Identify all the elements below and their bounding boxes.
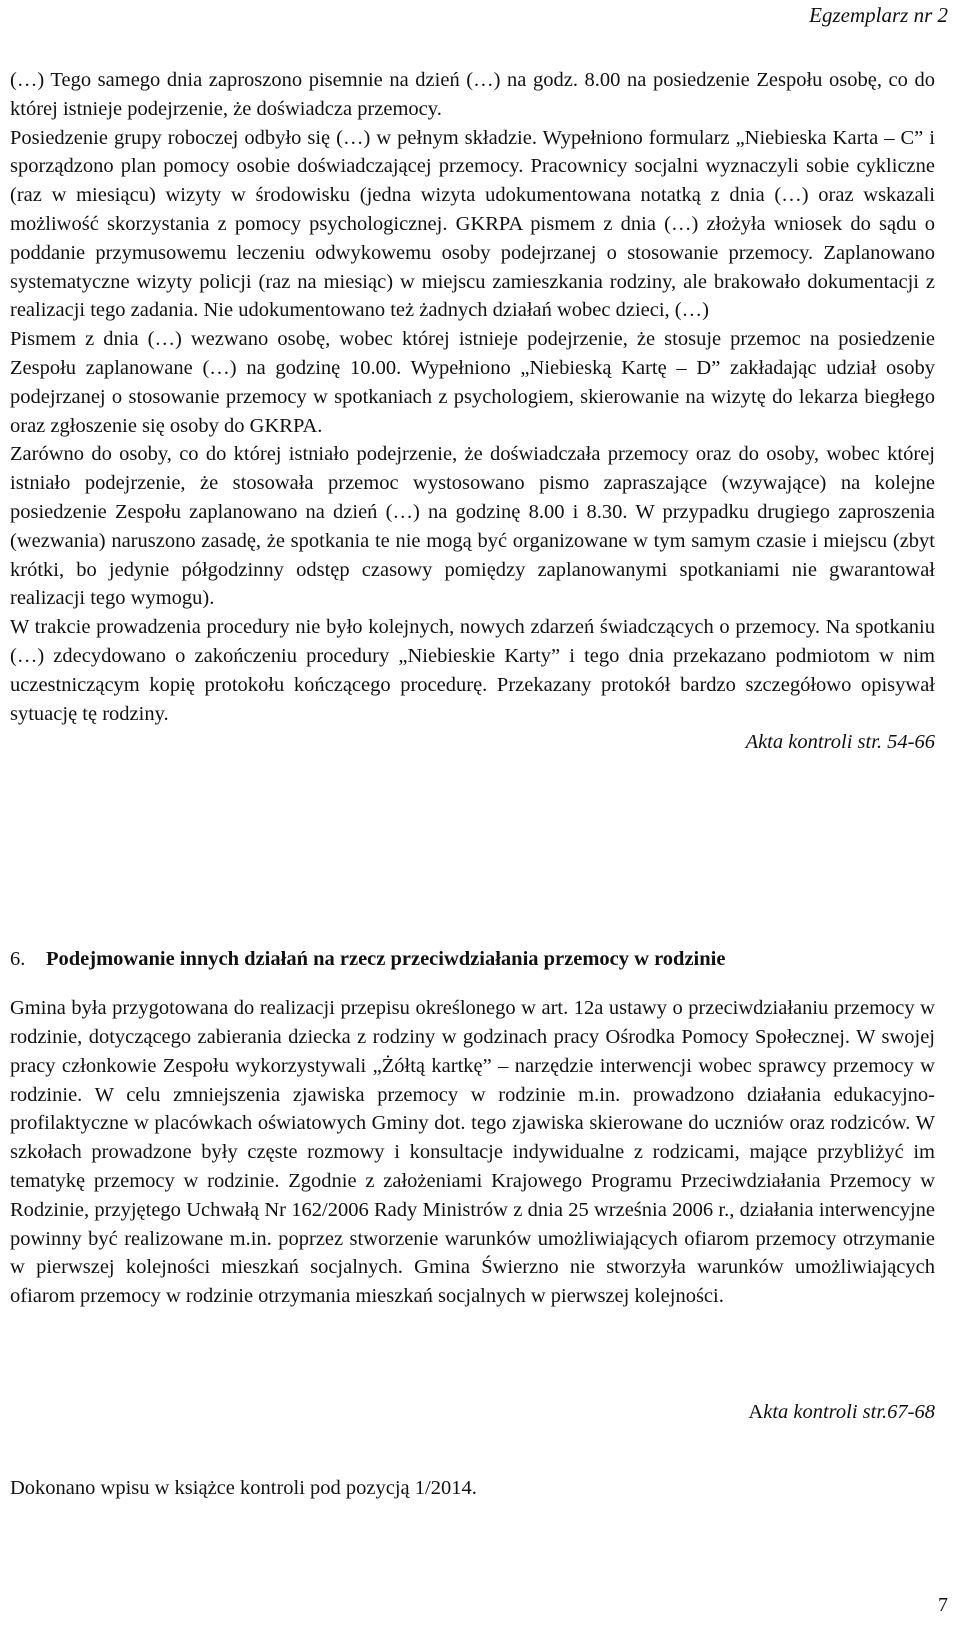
findings-block xyxy=(10,66,935,757)
paragraph-working-group: Posiedzenie grupy roboczej odbyło się (…) w pełnym składzie. Wypełniono formularz „Niebieska Karta – C” i sporządzono plan pomocy osobie doświadczającej przemocy. Pracownicy socjalni wyznaczyli sobie cykliczne (raz w miesiącu) wizyty w środowisku (jedna wizyta udokumentowana notatką z dnia (…) oraz wskazali możliwość skorzystania z pomocy psychologicznej. GKRPA pismem z dnia (…) złożyła wniosek do sądu o poddanie przymusowemu leczeniu odwykowemu osoby podejrzanej o stosowanie przemocy. Zaplanowano systematyczne wizyty policji (raz na miesiąc) w miejscu zamieszkania rodziny, ale brakowało dokumentacji z realizacji tego zadania. Nie udokumentowano też żadnych działań wobec dzieci, (…) xyxy=(10,126,935,322)
section-heading xyxy=(10,945,935,974)
page-number: 7 xyxy=(938,1594,948,1616)
paragraph-invitation: (…) Tego samego dnia zaproszono pisemnie na dzień (…) na godz. 8.00 na posiedzenie Zespołu osobę, co do której istnieje podejrzenie, że doświadcza przemocy. xyxy=(10,69,935,120)
paragraph-next-meeting: Zarówno do osoby, co do której istniało podejrzenie, że doświadczała przemocy oraz do osoby, wobec której istniało podejrzenie, że stosowała przemoc wystosowano pismo zapraszające (wzywające) na kolejne posiedzenie Zespołu zaplanowano na dzień (…) na godzinę 8.00 i 8.30. W przypadku drugiego zaproszenia (wezwania) naruszono zasadę, że spotkania te nie mogą być organizowane w tym samym czasie i miejscu (zbyt krótki, bo jedynie półgodzinny odstęp czasowy pomiędzy zaplanowanymi spotkaniami nie gwarantował realizacji tego wymogu). xyxy=(10,443,935,610)
akta-reference-2 xyxy=(748,1398,935,1426)
paragraph-summons: Pismem z dnia (…) wezwano osobę, wobec której istnieje podejrzenie, że stosuje przemoc na posiedzenie Zespołu zaplanowane (…) na godzinę 10.00. Wypełniono „Niebieską Kartę – D” zakładając udział osoby podejrzanej o stosowanie przemocy w spotkaniach z psychologiem, skierowanie na wizytę do lekarza biegłego oraz zgłoszenie się osoby do GKRPA. xyxy=(10,328,935,437)
section-6 xyxy=(10,945,935,1332)
akta-reference-2-rest: kta kontroli str.67-68 xyxy=(763,1401,935,1423)
copy-number-label: Egzemplarz nr 2 xyxy=(809,3,948,27)
section-number: 6. xyxy=(10,948,26,970)
section-paragraph: Gmina była przygotowana do realizacji przepisu określonego w art. 12a ustawy o przeciwdziałaniu przemocy w rodzinie, dotyczącego zabierania dziecka z rodziny w godzinach pracy Ośrodka Pomocy Społecznej. W swojej pracy członkowie Zespołu wykorzystywali „Żółtą kartkę” – narzędzie interwencji wobec sprawcy przemocy w rodzinie. W celu zmniejszenia zjawiska przemocy w rodzinie m.in. prowadzono działania edukacyjno-profilaktyczne w placówkach oświatowych Gminy dot. tego zjawiska skierowane do uczniów oraz rodziców. W szkołach prowadzone były częste rozmowy i konsultacje indywidualne z rodzicami, mające przybliżyć im tematykę przemocy w rodzinie. Zgodnie z założeniami Krajowego Programu Przeciwdziałania Przemocy w Rodzinie, przyjętego Uchwałą Nr 162/2006 Rady Ministrów z dnia 25 września 2006 r., działania interwencyjne powinny być realizowane m.in. poprzez stworzenie warunków umożliwiających ofiarom przemocy otrzymanie w pierwszej kolejności mieszkań socjalnych. Gmina Świerzno nie stworzyła warunków umożliwiających ofiarom przemocy w rodzinie otrzymania mieszkań socjalnych w pierwszej kolejności. xyxy=(10,997,935,1308)
akta-reference-2-initial: A xyxy=(748,1401,764,1423)
akta-reference: Akta kontroli str. 54-66 xyxy=(745,731,935,754)
paragraph-procedure-end: W trakcie prowadzenia procedury nie było kolejnych, nowych zdarzeń świadczących o przemocy. Na spotkaniu (…) zdecydowano o zakończeniu procedury „Niebieskie Karty” i tego dnia przekazano podmiotom w nim uczestniczącym kopię protokołu kończącego procedurę. Przekazany protokół bardzo szczegółowo opisywał sytuację tę rodziny. xyxy=(10,616,935,725)
section-title: Podejmowanie innych działań na rzecz przeciwdziałania przemocy w rodzinie xyxy=(46,948,726,970)
control-book-entry: Dokonano wpisu w książce kontroli pod pozycją 1/2014. xyxy=(10,1477,477,1499)
